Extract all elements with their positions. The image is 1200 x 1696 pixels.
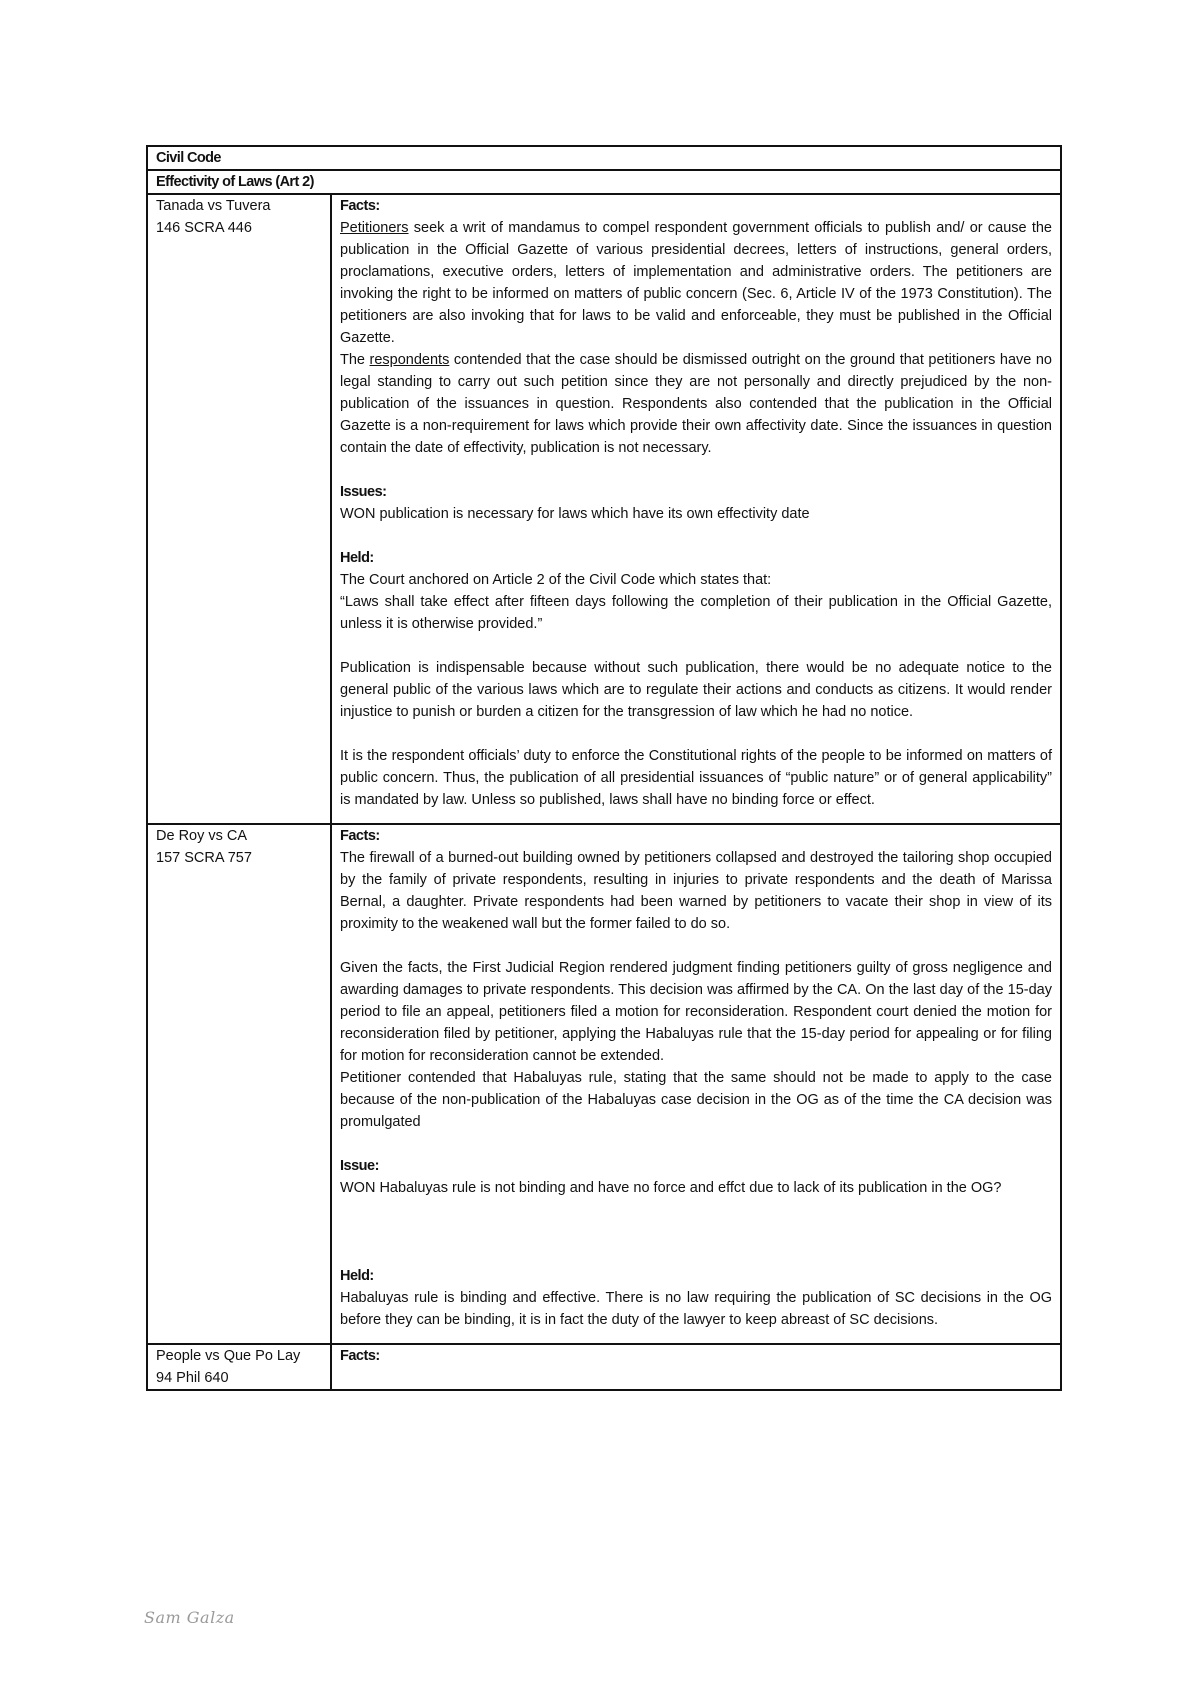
held-label: Held: [340, 550, 374, 566]
issue-text: WON publication is necessary for laws which have its own effectivity date [340, 506, 810, 522]
case-name: De Roy vs CA [156, 828, 248, 844]
facts-paragraph: Given the facts, the First Judicial Region rendered judgment finding petitioners guilty of gross negligence and awarding damages to private respondents. This decision was affirmed by the CA. On the last day of the 15-day period to file an appeal, petitioners filed a motion for reconsideration. Respondent court denied the motion for reconsideration filed by petitioner, applying the Habaluyas rule that the 15-day period for appealing or for filing for motion for reconsideration cannot be extended. [340, 960, 1052, 1064]
case-name-cell [147, 1344, 331, 1390]
case-citation: 94 Phil 640 [156, 1370, 229, 1386]
issues-label: Issues: [340, 484, 387, 500]
case-content-cell [331, 194, 1061, 824]
case-citation: 157 SCRA 757 [156, 850, 252, 866]
facts-paragraph [340, 217, 1052, 349]
case-content-cell [331, 1344, 1061, 1390]
case-row [147, 824, 1061, 1344]
case-name: Tanada vs Tuvera [156, 198, 271, 214]
held-intro: The Court anchored on Article 2 of the Civil Code which states that: [340, 572, 772, 588]
case-name-cell [147, 824, 331, 1344]
issues-label: Issue: [340, 1158, 379, 1174]
case-row [147, 1344, 1061, 1390]
facts-paragraph-text: contended that the case should be dismissed outright on the ground that petitioners have no legal standing to carry out such petition since they are not personally and directly prejudiced by the non-publication of the issuances in question. Respondents also contended that the publication in the Official Gazette is a non-requirement for laws which provide their own affectivity date. Since the issuances in question contain the date of effectivity, publication is not necessary. [340, 352, 1052, 456]
table-subtitle-row [147, 170, 1061, 194]
respondents-term: respondents [369, 352, 450, 368]
facts-label: Facts: [340, 198, 380, 214]
footer-signature: Sam Galza [144, 1608, 235, 1627]
table-title-row [147, 146, 1061, 170]
held-text: Habaluyas rule is binding and effective. There is no law requiring the publication of SC decisions in the OG before they can be binding, it is in fact the duty of the lawyer to keep abreast of SC decisions. [340, 1290, 1052, 1328]
case-content-cell [331, 824, 1061, 1344]
petitioners-term: Petitioners [340, 220, 409, 236]
facts-paragraph: The firewall of a burned-out building owned by petitioners collapsed and destroyed the tailoring shop occupied by the family of private respondents, resulting in injuries to private respondents and the death of Marissa Bernal, a daughter. Private respondents had been warned by petitioners to vacate their shop in view of its proximity to the weakened wall but the former failed to do so. [340, 850, 1052, 932]
facts-paragraph [340, 349, 1052, 459]
issue-text: WON Habaluyas rule is not binding and have no force and effct due to lack of its publication in the OG? [340, 1180, 1002, 1196]
case-citation: 146 SCRA 446 [156, 220, 252, 236]
held-label: Held: [340, 1268, 374, 1284]
case-name-cell [147, 194, 331, 824]
case-name: People vs Que Po Lay [156, 1348, 301, 1364]
facts-label: Facts: [340, 1348, 380, 1364]
facts-paragraph-prefix: The [340, 352, 370, 368]
table-title: Civil Code [147, 146, 1061, 170]
table-subtitle: Effectivity of Laws (Art 2) [147, 170, 1061, 194]
case-row [147, 194, 1061, 824]
held-paragraph: It is the respondent officials’ duty to enforce the Constitutional rights of the people to be informed on matters of public concern. Thus, the publication of all presidential issuances of “public nature” or of general applicability” is mandated by law. Unless so published, laws shall have no binding force or effect. [340, 748, 1052, 808]
facts-paragraph: Petitioner contended that Habaluyas rule, stating that the same should not be made to apply to the case because of the non-publication of the Habaluyas case decision in the OG as of the time the CA decision was promulgated [340, 1070, 1052, 1130]
held-paragraph: Publication is indispensable because without such publication, there would be no adequate notice to the general public of the various laws which are to regulate their actions and conducts as citizens. It would render injustice to punish or burden a citizen for the transgression of law which he had no notice. [340, 660, 1052, 720]
case-digest-table [146, 145, 1062, 1391]
held-quote: “Laws shall take effect after fifteen days following the completion of their publication in the Official Gazette, unless it is otherwise provided.” [340, 594, 1052, 632]
facts-label: Facts: [340, 828, 380, 844]
facts-paragraph-text: seek a writ of mandamus to compel respondent government officials to publish and/ or cause the publication in the Official Gazette of various presidential decrees, letters of instructions, general orders, proclamations, executive orders, letters of implementation and administrative orders. The petitioners are invoking the right to be informed on matters of public concern (Sec. 6, Article IV of the 1973 Constitution). The petitioners are also invoking that for laws to be valid and enforceable, they must be published in the Official Gazette. [340, 220, 1052, 346]
